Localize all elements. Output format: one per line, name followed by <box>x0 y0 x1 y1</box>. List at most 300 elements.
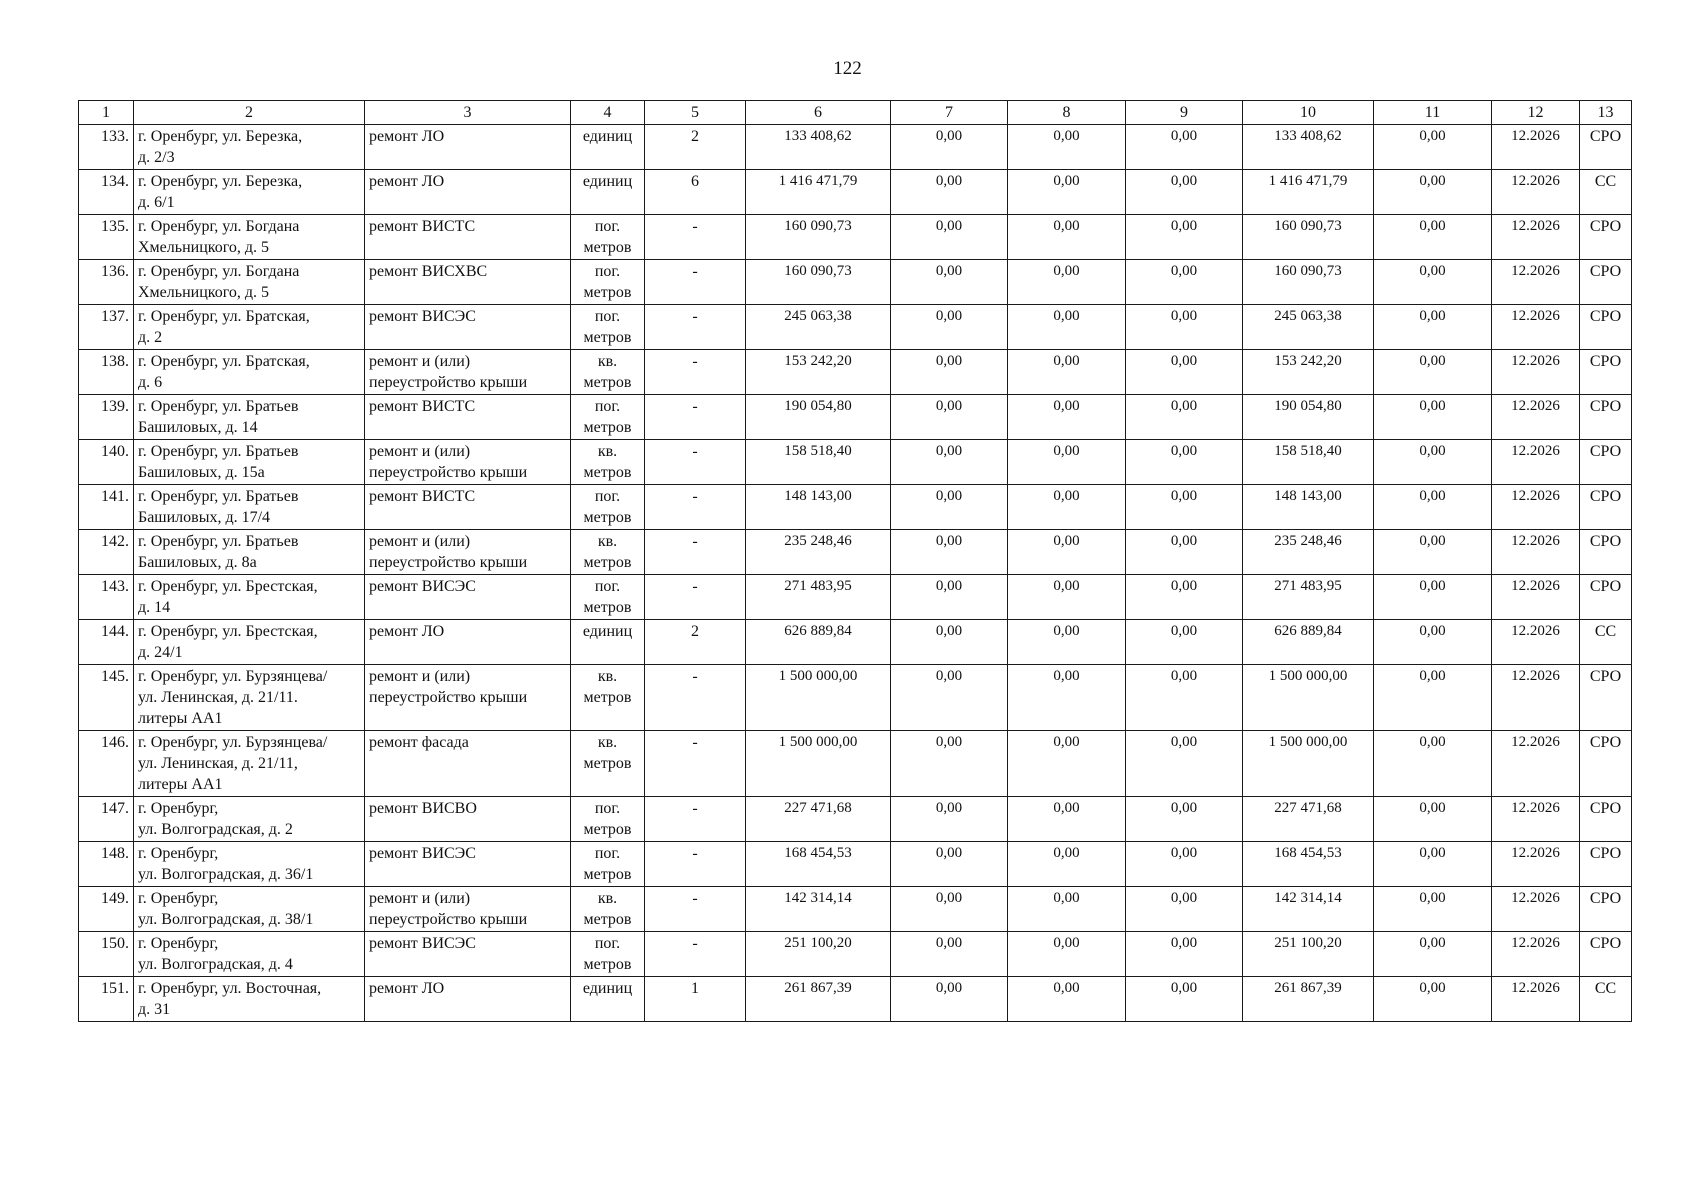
unit-cell <box>571 170 645 215</box>
quantity-cell: - <box>645 530 746 575</box>
address-cell-line: г. Оренбург, <box>138 935 219 952</box>
quantity-cell: - <box>645 305 746 350</box>
completion-date-cell: 12.2026 <box>1492 395 1580 440</box>
fund-cell-10: 133 408,62 <box>1243 125 1374 170</box>
address-cell-line: г. Оренбург, <box>138 890 219 907</box>
total-cost-cell: 160 090,73 <box>746 260 891 305</box>
row-number: 150. <box>79 932 134 977</box>
address-cell-line: д. 24/1 <box>138 644 183 661</box>
fund-cell-11: 0,00 <box>1374 170 1492 215</box>
quantity-cell: 1 <box>645 977 746 1022</box>
total-cost-cell: 158 518,40 <box>746 440 891 485</box>
fund-cell-10: 142 314,14 <box>1243 887 1374 932</box>
quantity-cell: - <box>645 215 746 260</box>
address-cell-line: д. 6/1 <box>138 194 175 211</box>
unit-cell <box>571 620 645 665</box>
fund-cell-7: 0,00 <box>891 620 1008 665</box>
fund-cell-11: 0,00 <box>1374 731 1492 797</box>
address-cell-line: г. Оренбург, ул. Бурзянцева/ <box>138 668 328 685</box>
col-header-2: 2 <box>134 101 365 125</box>
col-header-6: 6 <box>746 101 891 125</box>
table-body <box>79 125 1632 1022</box>
unit-cell-line: единиц <box>582 980 633 997</box>
address-cell-line: д. 31 <box>138 1001 171 1018</box>
address-cell <box>134 395 365 440</box>
fund-cell-8: 0,00 <box>1008 665 1126 731</box>
address-cell-line: ул. Волгоградская, д. 2 <box>138 821 293 838</box>
unit-cell-line: метров <box>583 419 632 436</box>
total-cost-cell: 227 471,68 <box>746 797 891 842</box>
col-header-8: 8 <box>1008 101 1126 125</box>
completion-date-cell: 12.2026 <box>1492 485 1580 530</box>
unit-cell-line: пог. <box>594 308 621 325</box>
work-type-cell-line: ремонт ЛО <box>369 128 445 145</box>
address-cell <box>134 575 365 620</box>
account-type-cell: СРО <box>1580 350 1632 395</box>
unit-cell <box>571 350 645 395</box>
fund-cell-9: 0,00 <box>1126 395 1243 440</box>
work-type-cell <box>365 977 571 1022</box>
fund-cell-11: 0,00 <box>1374 887 1492 932</box>
unit-cell-line: пог. <box>594 800 621 817</box>
fund-cell-7: 0,00 <box>891 731 1008 797</box>
fund-cell-10: 158 518,40 <box>1243 440 1374 485</box>
fund-cell-10: 190 054,80 <box>1243 395 1374 440</box>
work-type-cell <box>365 797 571 842</box>
table-row <box>79 842 1632 887</box>
address-cell-line: д. 6 <box>138 374 163 391</box>
account-type-cell: СРО <box>1580 260 1632 305</box>
col-header-5: 5 <box>645 101 746 125</box>
address-cell <box>134 485 365 530</box>
fund-cell-11: 0,00 <box>1374 305 1492 350</box>
address-cell-line: ул. Ленинская, д. 21/11. <box>138 689 298 706</box>
work-type-cell-line: ремонт ВИСТС <box>369 488 476 505</box>
row-number: 140. <box>79 440 134 485</box>
total-cost-cell: 1 416 471,79 <box>746 170 891 215</box>
col-header-12: 12 <box>1492 101 1580 125</box>
total-cost-cell: 153 242,20 <box>746 350 891 395</box>
account-type-cell: СРО <box>1580 842 1632 887</box>
fund-cell-9: 0,00 <box>1126 665 1243 731</box>
unit-cell-line: пог. <box>594 398 621 415</box>
completion-date-cell: 12.2026 <box>1492 260 1580 305</box>
completion-date-cell: 12.2026 <box>1492 665 1580 731</box>
address-cell <box>134 731 365 797</box>
quantity-cell: - <box>645 665 746 731</box>
address-cell-line: г. Оренбург, <box>138 800 219 817</box>
fund-cell-11: 0,00 <box>1374 932 1492 977</box>
work-type-cell-line: ремонт и (или) <box>369 890 471 907</box>
unit-cell-line: кв. <box>597 533 618 550</box>
row-number: 145. <box>79 665 134 731</box>
quantity-cell: - <box>645 440 746 485</box>
unit-cell-line: метров <box>583 689 632 706</box>
quantity-cell: - <box>645 842 746 887</box>
work-type-cell-line: ремонт ВИСЭС <box>369 935 476 952</box>
completion-date-cell: 12.2026 <box>1492 215 1580 260</box>
quantity-cell: 2 <box>645 620 746 665</box>
fund-cell-9: 0,00 <box>1126 215 1243 260</box>
work-type-cell <box>365 731 571 797</box>
fund-cell-7: 0,00 <box>891 887 1008 932</box>
address-cell-line: г. Оренбург, ул. Братьев <box>138 443 299 460</box>
total-cost-cell: 142 314,14 <box>746 887 891 932</box>
unit-cell <box>571 440 645 485</box>
fund-cell-10: 160 090,73 <box>1243 215 1374 260</box>
fund-cell-11: 0,00 <box>1374 260 1492 305</box>
unit-cell-line: метров <box>583 464 632 481</box>
quantity-cell: - <box>645 731 746 797</box>
col-header-10: 10 <box>1243 101 1374 125</box>
unit-cell-line: метров <box>583 956 632 973</box>
fund-cell-10: 148 143,00 <box>1243 485 1374 530</box>
fund-cell-7: 0,00 <box>891 440 1008 485</box>
unit-cell <box>571 485 645 530</box>
fund-cell-7: 0,00 <box>891 485 1008 530</box>
row-number: 142. <box>79 530 134 575</box>
fund-cell-11: 0,00 <box>1374 842 1492 887</box>
fund-cell-8: 0,00 <box>1008 125 1126 170</box>
fund-cell-9: 0,00 <box>1126 305 1243 350</box>
unit-cell <box>571 932 645 977</box>
table-row <box>79 125 1632 170</box>
completion-date-cell: 12.2026 <box>1492 977 1580 1022</box>
work-type-cell <box>365 215 571 260</box>
completion-date-cell: 12.2026 <box>1492 530 1580 575</box>
table-row <box>79 485 1632 530</box>
quantity-cell: - <box>645 887 746 932</box>
work-type-cell-line: ремонт ВИСЭС <box>369 308 476 325</box>
account-type-cell: СС <box>1580 620 1632 665</box>
fund-cell-9: 0,00 <box>1126 842 1243 887</box>
unit-cell-line: единиц <box>582 128 633 145</box>
total-cost-cell: 168 454,53 <box>746 842 891 887</box>
unit-cell-line: единиц <box>582 173 633 190</box>
col-header-1: 1 <box>79 101 134 125</box>
table-row <box>79 350 1632 395</box>
unit-cell-line: пог. <box>594 263 621 280</box>
address-cell-line: Башиловых, д. 17/4 <box>138 509 271 526</box>
page-number: 122 <box>833 58 862 79</box>
row-number: 144. <box>79 620 134 665</box>
unit-cell-line: метров <box>583 329 632 346</box>
table-row <box>79 215 1632 260</box>
unit-cell-line: единиц <box>582 623 633 640</box>
address-cell <box>134 260 365 305</box>
work-type-cell-line: переустройство крыши <box>369 554 528 571</box>
address-cell-line: г. Оренбург, ул. Березка, <box>138 128 303 145</box>
table-header <box>79 101 1632 125</box>
fund-cell-9: 0,00 <box>1126 731 1243 797</box>
unit-cell-line: метров <box>583 755 632 772</box>
address-cell <box>134 620 365 665</box>
account-type-cell: СРО <box>1580 530 1632 575</box>
address-cell-line: д. 14 <box>138 599 171 616</box>
address-cell-line: г. Оренбург, ул. Богдана <box>138 218 300 235</box>
address-cell-line: г. Оренбург, ул. Богдана <box>138 263 300 280</box>
unit-cell <box>571 305 645 350</box>
fund-cell-8: 0,00 <box>1008 215 1126 260</box>
quantity-cell: - <box>645 350 746 395</box>
unit-cell <box>571 395 645 440</box>
completion-date-cell: 12.2026 <box>1492 842 1580 887</box>
address-cell-line: ул. Ленинская, д. 21/11, <box>138 755 298 772</box>
work-type-cell <box>365 887 571 932</box>
fund-cell-10: 1 500 000,00 <box>1243 665 1374 731</box>
address-cell-line: г. Оренбург, <box>138 845 219 862</box>
address-cell-line: г. Оренбург, ул. Бурзянцева/ <box>138 734 328 751</box>
quantity-cell: - <box>645 797 746 842</box>
fund-cell-8: 0,00 <box>1008 485 1126 530</box>
row-number: 148. <box>79 842 134 887</box>
address-cell-line: ул. Волгоградская, д. 36/1 <box>138 866 314 883</box>
quantity-cell: 6 <box>645 170 746 215</box>
fund-cell-7: 0,00 <box>891 350 1008 395</box>
account-type-cell: СРО <box>1580 797 1632 842</box>
fund-cell-10: 168 454,53 <box>1243 842 1374 887</box>
address-cell-line: г. Оренбург, ул. Восточная, <box>138 980 322 997</box>
address-cell <box>134 170 365 215</box>
address-cell-line: г. Оренбург, ул. Брестская, <box>138 623 318 640</box>
fund-cell-7: 0,00 <box>891 125 1008 170</box>
address-cell <box>134 350 365 395</box>
address-cell-line: Башиловых, д. 15а <box>138 464 265 481</box>
fund-cell-8: 0,00 <box>1008 260 1126 305</box>
work-type-cell-line: ремонт ЛО <box>369 623 445 640</box>
row-number: 137. <box>79 305 134 350</box>
address-cell <box>134 125 365 170</box>
completion-date-cell: 12.2026 <box>1492 575 1580 620</box>
account-type-cell: СРО <box>1580 305 1632 350</box>
fund-cell-10: 153 242,20 <box>1243 350 1374 395</box>
fund-cell-9: 0,00 <box>1126 170 1243 215</box>
fund-cell-8: 0,00 <box>1008 887 1126 932</box>
fund-cell-7: 0,00 <box>891 977 1008 1022</box>
table-row <box>79 887 1632 932</box>
fund-cell-9: 0,00 <box>1126 485 1243 530</box>
work-type-cell-line: переустройство крыши <box>369 689 528 706</box>
work-type-cell <box>365 575 571 620</box>
fund-cell-9: 0,00 <box>1126 440 1243 485</box>
work-type-cell <box>365 665 571 731</box>
unit-cell <box>571 977 645 1022</box>
unit-cell-line: метров <box>583 374 632 391</box>
completion-date-cell: 12.2026 <box>1492 731 1580 797</box>
fund-cell-9: 0,00 <box>1126 887 1243 932</box>
row-number: 149. <box>79 887 134 932</box>
address-cell <box>134 797 365 842</box>
row-number: 143. <box>79 575 134 620</box>
unit-cell-line: метров <box>583 239 632 256</box>
quantity-cell: - <box>645 575 746 620</box>
address-cell-line: ул. Волгоградская, д. 4 <box>138 956 293 973</box>
address-cell <box>134 887 365 932</box>
fund-cell-11: 0,00 <box>1374 125 1492 170</box>
address-cell-line: ул. Волгоградская, д. 38/1 <box>138 911 314 928</box>
fund-cell-11: 0,00 <box>1374 620 1492 665</box>
fund-cell-10: 245 063,38 <box>1243 305 1374 350</box>
unit-cell-line: метров <box>583 509 632 526</box>
col-header-4: 4 <box>571 101 645 125</box>
fund-cell-9: 0,00 <box>1126 125 1243 170</box>
address-cell-line: литеры АА1 <box>138 710 223 727</box>
address-cell <box>134 305 365 350</box>
account-type-cell: СРО <box>1580 932 1632 977</box>
unit-cell-line: кв. <box>597 734 618 751</box>
table-row <box>79 170 1632 215</box>
total-cost-cell: 251 100,20 <box>746 932 891 977</box>
quantity-cell: - <box>645 932 746 977</box>
unit-cell <box>571 215 645 260</box>
work-type-cell-line: ремонт и (или) <box>369 353 471 370</box>
table-row <box>79 530 1632 575</box>
fund-cell-10: 1 500 000,00 <box>1243 731 1374 797</box>
total-cost-cell: 160 090,73 <box>746 215 891 260</box>
fund-cell-8: 0,00 <box>1008 305 1126 350</box>
unit-cell-line: пог. <box>594 935 621 952</box>
quantity-cell: - <box>645 395 746 440</box>
fund-cell-10: 227 471,68 <box>1243 797 1374 842</box>
table-row <box>79 305 1632 350</box>
unit-cell-line: метров <box>583 911 632 928</box>
address-cell-line: Хмельницкого, д. 5 <box>138 284 270 301</box>
fund-cell-11: 0,00 <box>1374 440 1492 485</box>
fund-cell-8: 0,00 <box>1008 530 1126 575</box>
fund-cell-8: 0,00 <box>1008 842 1126 887</box>
total-cost-cell: 1 500 000,00 <box>746 665 891 731</box>
table-row <box>79 440 1632 485</box>
fund-cell-10: 160 090,73 <box>1243 260 1374 305</box>
account-type-cell: СС <box>1580 977 1632 1022</box>
fund-cell-8: 0,00 <box>1008 932 1126 977</box>
unit-cell <box>571 842 645 887</box>
fund-cell-7: 0,00 <box>891 305 1008 350</box>
account-type-cell: СРО <box>1580 485 1632 530</box>
fund-cell-8: 0,00 <box>1008 977 1126 1022</box>
fund-cell-7: 0,00 <box>891 530 1008 575</box>
account-type-cell: СРО <box>1580 125 1632 170</box>
fund-cell-11: 0,00 <box>1374 215 1492 260</box>
address-cell <box>134 977 365 1022</box>
address-cell-line: г. Оренбург, ул. Братская, <box>138 353 310 370</box>
fund-cell-9: 0,00 <box>1126 530 1243 575</box>
work-type-cell <box>365 485 571 530</box>
col-header-13: 13 <box>1580 101 1632 125</box>
unit-cell-line: кв. <box>597 443 618 460</box>
col-header-7: 7 <box>891 101 1008 125</box>
fund-cell-11: 0,00 <box>1374 530 1492 575</box>
completion-date-cell: 12.2026 <box>1492 932 1580 977</box>
fund-cell-10: 261 867,39 <box>1243 977 1374 1022</box>
fund-cell-8: 0,00 <box>1008 170 1126 215</box>
work-type-cell-line: ремонт ВИСТС <box>369 218 476 235</box>
fund-cell-8: 0,00 <box>1008 731 1126 797</box>
total-cost-cell: 271 483,95 <box>746 575 891 620</box>
account-type-cell: СРО <box>1580 575 1632 620</box>
fund-cell-9: 0,00 <box>1126 260 1243 305</box>
fund-cell-7: 0,00 <box>891 932 1008 977</box>
address-cell-line: г. Оренбург, ул. Березка, <box>138 173 303 190</box>
fund-cell-7: 0,00 <box>891 395 1008 440</box>
work-type-cell-line: переустройство крыши <box>369 374 528 391</box>
unit-cell-line: пог. <box>594 578 621 595</box>
unit-cell <box>571 260 645 305</box>
address-cell-line: г. Оренбург, ул. Братская, <box>138 308 310 325</box>
fund-cell-8: 0,00 <box>1008 350 1126 395</box>
unit-cell-line: пог. <box>594 488 621 505</box>
work-type-cell-line: ремонт ВИСЭС <box>369 845 476 862</box>
unit-cell <box>571 575 645 620</box>
fund-cell-11: 0,00 <box>1374 977 1492 1022</box>
address-cell <box>134 530 365 575</box>
table-row <box>79 932 1632 977</box>
table-row <box>79 731 1632 797</box>
address-cell-line: г. Оренбург, ул. Братьев <box>138 398 299 415</box>
address-cell-line: д. 2/3 <box>138 149 175 166</box>
fund-cell-11: 0,00 <box>1374 485 1492 530</box>
fund-cell-8: 0,00 <box>1008 620 1126 665</box>
fund-cell-8: 0,00 <box>1008 575 1126 620</box>
unit-cell <box>571 797 645 842</box>
address-cell-line: Башиловых, д. 8а <box>138 554 257 571</box>
table-row <box>79 260 1632 305</box>
unit-cell-line: метров <box>583 599 632 616</box>
work-type-cell-line: ремонт фасада <box>369 734 469 751</box>
address-cell <box>134 842 365 887</box>
work-type-cell <box>365 932 571 977</box>
total-cost-cell: 245 063,38 <box>746 305 891 350</box>
account-type-cell: СС <box>1580 170 1632 215</box>
completion-date-cell: 12.2026 <box>1492 887 1580 932</box>
work-type-cell <box>365 440 571 485</box>
total-cost-cell: 235 248,46 <box>746 530 891 575</box>
col-header-11: 11 <box>1374 101 1492 125</box>
work-type-cell-line: переустройство крыши <box>369 911 528 928</box>
table-row <box>79 977 1632 1022</box>
work-type-cell-line: ремонт и (или) <box>369 668 471 685</box>
work-type-cell-line: ремонт ЛО <box>369 980 445 997</box>
row-number: 147. <box>79 797 134 842</box>
unit-cell <box>571 530 645 575</box>
work-type-cell <box>365 125 571 170</box>
account-type-cell: СРО <box>1580 665 1632 731</box>
fund-cell-9: 0,00 <box>1126 797 1243 842</box>
row-number: 133. <box>79 125 134 170</box>
col-header-9: 9 <box>1126 101 1243 125</box>
address-cell-line: Башиловых, д. 14 <box>138 419 258 436</box>
row-number: 135. <box>79 215 134 260</box>
work-type-cell <box>365 170 571 215</box>
fund-cell-11: 0,00 <box>1374 797 1492 842</box>
fund-cell-11: 0,00 <box>1374 575 1492 620</box>
fund-cell-10: 235 248,46 <box>1243 530 1374 575</box>
account-type-cell: СРО <box>1580 440 1632 485</box>
fund-cell-7: 0,00 <box>891 260 1008 305</box>
table-row <box>79 797 1632 842</box>
fund-cell-9: 0,00 <box>1126 977 1243 1022</box>
completion-date-cell: 12.2026 <box>1492 350 1580 395</box>
work-type-cell <box>365 260 571 305</box>
account-type-cell: СРО <box>1580 215 1632 260</box>
unit-cell <box>571 731 645 797</box>
unit-cell-line: метров <box>583 821 632 838</box>
unit-cell-line: кв. <box>597 890 618 907</box>
account-type-cell: СРО <box>1580 731 1632 797</box>
fund-cell-9: 0,00 <box>1126 575 1243 620</box>
fund-cell-9: 0,00 <box>1126 620 1243 665</box>
account-type-cell: СРО <box>1580 887 1632 932</box>
